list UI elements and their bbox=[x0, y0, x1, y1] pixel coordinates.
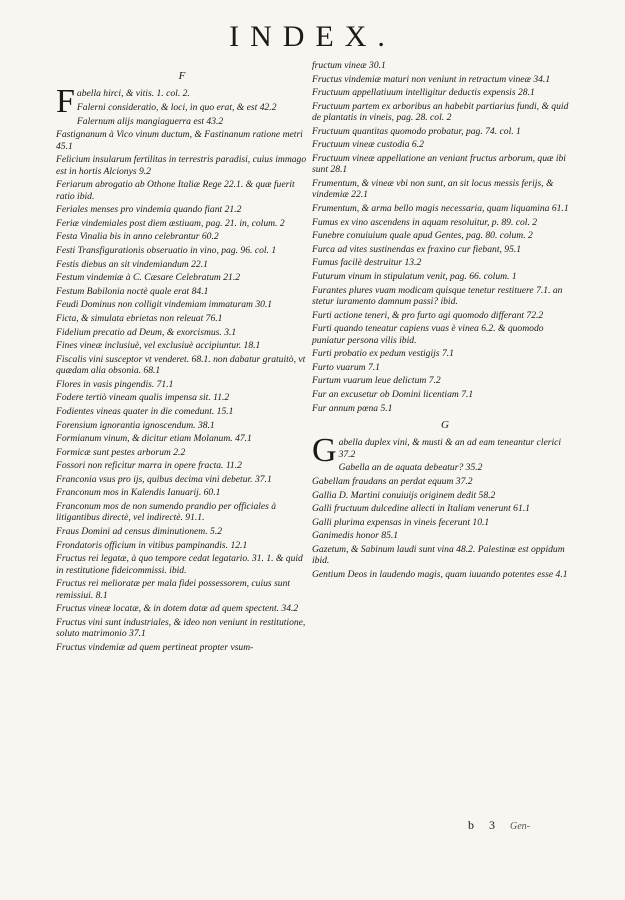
index-entry bbox=[56, 406, 308, 417]
index-entry-text: Fructuum vineæ appellatione an veniant fructus arborum, quæ ibi sunt 28.1 bbox=[312, 152, 566, 176]
index-entry-text: Furti actione teneri, & pro furto agi quomodo differant 72.2 bbox=[312, 309, 544, 321]
right-column bbox=[312, 60, 578, 582]
index-entry bbox=[56, 526, 308, 537]
index-entry-text: fructum vineæ 30.1 bbox=[312, 60, 386, 71]
index-entry bbox=[312, 203, 578, 214]
index-entry bbox=[312, 139, 578, 150]
index-entry-text: Fructus vindemiæ ad quem pertineat propter vsum- bbox=[56, 641, 254, 653]
index-entry-text: Festum vindemiæ à C. Cæsare Celebratum 21.2 bbox=[56, 272, 241, 284]
index-entry bbox=[312, 503, 578, 514]
index-entry bbox=[56, 379, 308, 390]
index-entry-text: Futurum vinum in stipulatum venit, pag. 66. colum. 1 bbox=[312, 270, 517, 282]
index-entry bbox=[312, 530, 578, 541]
index-entry bbox=[312, 230, 578, 241]
index-entry bbox=[56, 286, 308, 297]
index-entry bbox=[56, 299, 308, 310]
index-entry bbox=[312, 462, 578, 473]
index-entry-text: Franconum mos de non sumendo prandio per officiales à litigantibus directè, vel indirectè. 91.1. bbox=[56, 501, 277, 524]
index-entry-text: Franconia vsus pro ijs, quibus decima vini debetur. 37.1 bbox=[56, 473, 272, 485]
index-entry bbox=[56, 354, 308, 377]
index-entry bbox=[56, 272, 308, 283]
index-entry bbox=[56, 116, 308, 127]
index-entry-text: Flores in vasis pingendis. 71.1 bbox=[56, 378, 174, 390]
index-entry bbox=[312, 217, 578, 228]
index-entry bbox=[56, 642, 308, 653]
index-entry bbox=[312, 178, 578, 201]
index-entry bbox=[312, 87, 578, 98]
index-entry bbox=[312, 153, 578, 176]
index-entry-text: Fossori non reficitur marra in opere fracta. 11.2 bbox=[56, 460, 242, 472]
index-entry bbox=[312, 257, 578, 268]
index-entry-text: Fructus rei melioratæ per mala fidei possessorem, cuius sunt remissiui. 8.1 bbox=[56, 578, 291, 601]
index-entry-text: Frondatoris officium in vitibus pampinandis. 12.1 bbox=[56, 539, 248, 551]
index-entry bbox=[56, 179, 308, 202]
index-entry bbox=[312, 101, 578, 124]
index-entry bbox=[56, 259, 308, 270]
index-entry bbox=[56, 447, 308, 458]
index-entry-text: Festis diebus an sit vindemiandum 22.1 bbox=[56, 258, 208, 270]
index-entry bbox=[312, 310, 578, 321]
index-entry-text: Fructuum partem ex arboribus an habebit partiarius fundi, & quid de plantatis in vineis, pag. 28. col. 2 bbox=[312, 100, 569, 124]
index-entry bbox=[56, 102, 308, 113]
catchword: Gen- bbox=[510, 821, 530, 832]
index-entry-text: Furtum vuarum leue delictum 7.2 bbox=[312, 375, 441, 387]
index-entry bbox=[312, 375, 578, 386]
index-entry-text: Funebre conuiuium quale apud Gentes, pag. 80. colum. 2 bbox=[312, 230, 533, 242]
right-entries-f-list bbox=[312, 60, 578, 414]
index-entry bbox=[56, 204, 308, 215]
index-entry bbox=[312, 74, 578, 85]
index-entry bbox=[56, 154, 308, 177]
index-entry bbox=[56, 578, 308, 601]
index-entry-text: Fiscalis vini susceptor vt venderet. 68.1. non dabatur gratuitò, vt quædam alia obsonia. 68.1 bbox=[56, 353, 306, 377]
index-entry-text: Furto vuarum 7.1 bbox=[312, 361, 380, 373]
index-entry-text: Feudi Dominus non colligit vindemiam immaturam 30.1 bbox=[56, 299, 273, 311]
drop-cap: G bbox=[312, 432, 337, 470]
index-entry-text: Gabella an de aquata debeatur? 35.2 bbox=[338, 462, 483, 474]
index-entry bbox=[56, 340, 308, 351]
index-entry-text: Fraus Domini ad census diminutionem. 5.2 bbox=[56, 526, 223, 538]
page-footer bbox=[468, 818, 542, 833]
index-entry bbox=[312, 490, 578, 501]
index-entry bbox=[56, 460, 308, 471]
left-column bbox=[56, 65, 308, 655]
index-entry-text: Fumus ex vino ascendens in aquam resoluitur, p. 89. col. 2 bbox=[312, 216, 538, 228]
index-entry bbox=[312, 403, 578, 414]
index-entry-text: Fructuum quantitas quomodo probatur, pag. 74. col. 1 bbox=[312, 125, 521, 137]
index-entry-text: abella duplex vini, & musti & an ad eam teneantur clerici 37.2 bbox=[338, 437, 562, 460]
index-entry bbox=[56, 617, 308, 640]
index-entry bbox=[56, 501, 308, 524]
index-entry-text: Fructuum vineæ custodia 6.2 bbox=[312, 139, 424, 151]
index-entry bbox=[312, 323, 578, 346]
index-entry bbox=[312, 271, 578, 282]
index-entry bbox=[56, 433, 308, 444]
index-entry-text: Furantes plures vuam modicam quisque tenetur restituere 7.1. an stetur iuramento damnum passi? ibid. bbox=[312, 284, 563, 307]
index-entry-text: Feriæ vindemiales post diem æstiuam, pag. 21. in, colum. 2 bbox=[56, 217, 285, 229]
index-entry-text: Fines vineæ inclusiuè, vel exclusiuè accipiuntur. 18.1 bbox=[56, 340, 261, 352]
index-entry-text: abella hirci, & vitis. 1. col. 2. bbox=[76, 88, 190, 100]
index-entry-text: Gallia D. Martini conuiuijs originem dedit 58.2 bbox=[312, 489, 496, 501]
index-entry-text: Fructus vini sunt industriales, & ideo non veniunt in restitutione, soluto matrimonio 37.1 bbox=[56, 616, 306, 640]
index-entry-text: Fur annum pœna 5.1 bbox=[312, 402, 393, 414]
index-entry-text: Feriales menses pro vindemia quando fiant 21.2 bbox=[56, 204, 242, 216]
index-entry-text: Fructus vineæ locatæ, & in dotem datæ ad quem spectent. 34.2 bbox=[56, 603, 299, 615]
index-entry bbox=[56, 129, 308, 152]
index-entry-text: Franconum mos in Kalendis Ianuarij. 60.1 bbox=[56, 487, 221, 499]
index-entry-text: Feriarum abrogatio ab Othone Italiæ Rege 22.1. & quæ fuerit ratio ibid. bbox=[56, 179, 295, 202]
index-entry bbox=[56, 313, 308, 324]
index-entry bbox=[56, 327, 308, 338]
page-title: INDEX. bbox=[229, 20, 396, 53]
index-entry-text: Fodientes vineas quater in die comedunt. 15.1 bbox=[56, 405, 234, 417]
index-entry bbox=[312, 569, 578, 580]
index-entry bbox=[56, 245, 308, 256]
index-entry-text: Gentium Deos in laudendo magis, quam iuuando potentes esse 4.1 bbox=[312, 568, 568, 580]
index-entry-text: Frumentum, & vineæ vbi non sunt, an sit locus messis ferijs, & vindemiæ 22.1 bbox=[312, 177, 554, 201]
index-entry-text: Galli fructuum dulcedine allecti in Italiam venerunt 61.1 bbox=[312, 503, 530, 515]
index-entry bbox=[312, 476, 578, 487]
index-entry bbox=[312, 244, 578, 255]
index-entry bbox=[312, 544, 578, 567]
index-entry-text: Fidelium precatio ad Deum, & exorcismus. 3.1 bbox=[56, 326, 237, 338]
index-entry-text: Fodere tertiò vineam qualis impensa sit. 11.2 bbox=[56, 392, 230, 404]
index-entry-text: Felicium insularum fertilitas in terrestris paradisi, cuius immago est in hortis Alcionys 9.2 bbox=[56, 154, 307, 177]
index-entry bbox=[312, 60, 578, 71]
index-entry-text: Falerni consideratio, & loci, in quo erat, & est 42.2 bbox=[76, 102, 277, 113]
index-entry bbox=[312, 517, 578, 528]
index-entry-text: Formianum vinum, & dicitur etiam Molanum. 47.1 bbox=[56, 433, 252, 445]
index-entry-text: Furca ad vites sustinendas ex fraxino cur fiebant, 95.1 bbox=[312, 243, 522, 255]
index-entry bbox=[56, 392, 308, 403]
index-entry-text: Festi Transfigurationis obseruatio in vino, pag. 96. col. 1 bbox=[56, 244, 277, 256]
signature-mark: b bbox=[468, 818, 474, 832]
index-entry-text: Frumentum, & arma bello magis necessaria, quam liquamina 61.1 bbox=[312, 202, 569, 214]
index-entry-text: Ficta, & simulata ebrietas non releuat 76.1 bbox=[56, 312, 223, 324]
index-entry-text: Formicæ sunt pestes arborum 2.2 bbox=[56, 446, 186, 458]
index-entry bbox=[56, 420, 308, 431]
index-entry bbox=[312, 362, 578, 373]
index-entry-text: Fastignanum à Vico vinum ductum, & Fastinanum ratione metri 45.1 bbox=[56, 129, 303, 152]
index-entry-text: Ganimedis honor 85.1 bbox=[312, 530, 399, 542]
index-entry bbox=[56, 487, 308, 498]
index-entry-text: Fumus facilè destruitur 13.2 bbox=[312, 257, 422, 269]
index-entry bbox=[312, 126, 578, 137]
index-entry bbox=[312, 348, 578, 359]
signature-number: 3 bbox=[489, 818, 495, 832]
index-entry-text: Gazetum, & Sabinum laudi sunt vina 48.2. Palestinæ est oppidum ibid. bbox=[312, 543, 565, 567]
index-entry bbox=[312, 285, 578, 308]
index-entry bbox=[312, 389, 578, 400]
index-entry-text: Furti quando teneatur capiens vuas è vinea 6.2. & quomodo puniatur persona vilis ibid. bbox=[312, 323, 544, 346]
index-entry-text: Festum Babilonia noctè quale erat 84.1 bbox=[56, 285, 209, 297]
index-entry bbox=[56, 540, 308, 551]
index-entry-text: Festa Vinalia bis in anno celebrantur 60.2 bbox=[56, 231, 219, 243]
index-entry-text: Fructus vindemiæ maturi non veniunt in retractum vineæ 34.1 bbox=[312, 73, 551, 85]
index-entry-text: Galli plurima expensas in vineis fecerunt 10.1 bbox=[312, 516, 490, 528]
index-entry-text: Fructuum appellatiuum intelligitur deductis expensis 28.1 bbox=[312, 87, 535, 99]
section-letter-g: G bbox=[441, 418, 449, 431]
index-entry bbox=[56, 603, 308, 614]
index-entry-text: Forensium ignorantia ignoscendum. 38.1 bbox=[56, 419, 215, 431]
left-entries-list bbox=[56, 83, 308, 653]
index-entry-text: Furti probatio ex pedum vestigijs 7.1 bbox=[312, 348, 454, 360]
index-entry bbox=[56, 231, 308, 242]
index-entry-text: Gabellam fraudans an perdat equum 37.2 bbox=[312, 475, 473, 487]
drop-cap: F bbox=[56, 83, 75, 121]
index-entry-text: Fur an excusetur ob Domini licentiam 7.1 bbox=[312, 388, 474, 400]
right-entries-g-list bbox=[312, 432, 578, 580]
index-entry-text: Fructus rei legatæ, à quo tempore cedat legatario. 31. 1. & quid in restitutione fideicommissi. ibid. bbox=[56, 553, 303, 576]
index-entry bbox=[56, 218, 308, 229]
index-entry bbox=[56, 553, 308, 576]
index-entry-text: Falernum alijs mangiaguerra est 43.2 bbox=[76, 115, 224, 127]
index-entry bbox=[56, 474, 308, 485]
section-letter-f: F bbox=[178, 70, 186, 82]
